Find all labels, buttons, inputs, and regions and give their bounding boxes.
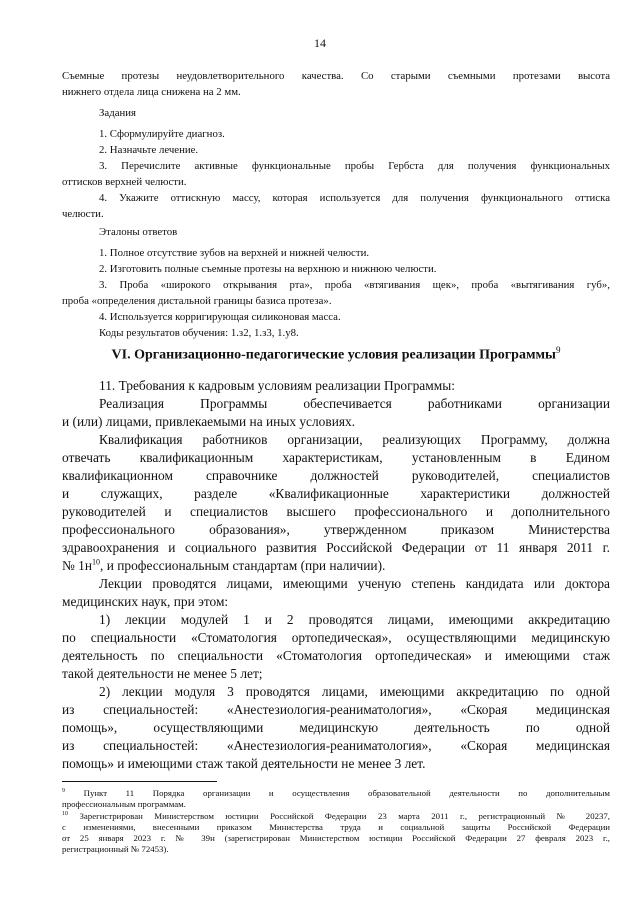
paragraph-item-2 [62, 683, 610, 773]
paragraph-lectures [62, 575, 610, 611]
task-item: 2. Назначьте лечение. [99, 144, 199, 156]
task-item: 3. Перечислите активные функциональные пробы Гербста для получения функциональных [99, 160, 610, 172]
footnote-line: профессиональным программам. [62, 799, 186, 809]
text-line: Съемные протезы неудовлетворительного качества. Со старыми съемными протезами высота [62, 70, 610, 82]
text-line: из специальностей: «Анестезиология-реаниматология», «Скорая медицинская [62, 738, 610, 753]
paragraph-item-1 [62, 611, 610, 683]
footnote-line: от 25 января 2023 г. № 39н (зарегистрирован Министерством юстиции Российской Федерации 27 февраля 2023 г., [62, 833, 610, 843]
footnote-marker: 9 [62, 788, 65, 795]
tasks-list [62, 126, 610, 222]
text-line: 2) лекции модуля 3 проводятся лицами, имеющими аккредитацию по одной [99, 684, 610, 699]
text-line: Квалификация работников организации, реализующих Программу, должна [99, 432, 610, 447]
footnote-text: Пункт 11 Порядка организации и осуществления образовательной деятельности по дополнительным [65, 788, 610, 798]
text-line: и (или) лицами, привлекаемыми на иных условиях. [62, 414, 356, 429]
text-line: отвечать квалификационным характеристикам, установленным в Едином [62, 450, 610, 465]
text-line [62, 557, 610, 575]
text-line: медицинских наук, при этом: [62, 594, 229, 609]
tasks-heading: Задания [99, 107, 137, 119]
text-line: профессионального образования», утвержденном приказом Министерства [62, 522, 610, 537]
footnote-separator [62, 781, 217, 782]
footnote-9 [62, 788, 610, 810]
footnote-ref: 10 [92, 557, 100, 567]
text-line: здравоохранения и социального развития Российской Федерации от 11 января 2011 г. [62, 540, 610, 555]
footnote-marker: 10 [62, 811, 68, 818]
paragraph-implementation [62, 395, 610, 431]
section-heading-text: VI. Организационно-педагогические условия реализации Программы [111, 347, 556, 363]
text-line: 1) лекции модулей 1 и 2 проводятся лицами, имеющими аккредитацию [99, 612, 610, 627]
text-line: Лекции проводятся лицами, имеющими ученую степень кандидата или доктора [99, 576, 610, 591]
answers-heading: Эталоны ответов [99, 226, 178, 238]
footnote-10 [62, 811, 610, 855]
answer-item: 1. Полное отсутствие зубов на верхней и нижней челюсти. [99, 247, 370, 259]
answers-list [62, 245, 610, 341]
footnote-line [62, 788, 610, 799]
text-line: по специальности «Стоматология ортопедическая», осуществляющими медицинскую [62, 630, 610, 645]
text-line: из специальностей: «Анестезиология-реаниматология», «Скорая медицинская [62, 702, 610, 717]
text-line: руководителей и специалистов высшего профессионального и дополнительного [62, 504, 610, 519]
text-line: помощь», осуществляющими медицинскую деятельность по одной [62, 720, 610, 735]
footnote-line [62, 811, 610, 822]
main-body [62, 377, 610, 773]
intro-paragraph [62, 68, 610, 100]
requirements-heading: 11. Требования к кадровым условиям реализации Программы: [99, 378, 455, 393]
paragraph-qualification [62, 431, 610, 575]
text-line: помощь» и имеющими стаж такой деятельности не менее 3 лет. [62, 756, 426, 771]
text-line: Реализация Программы обеспечивается работниками организации [99, 396, 610, 411]
task-item-cont: челюсти. [62, 208, 104, 220]
result-codes: Коды результатов обучения: 1.з2, 1.з3, 1.у8. [99, 327, 299, 339]
answer-item-cont: проба «определения дистальной границы базиса протеза». [62, 295, 332, 307]
task-item: 1. Сформулируйте диагноз. [99, 128, 225, 140]
footnote-text: Зарегистрирован Министерством юстиции Российской Федерации 23 марта 2011 г., регистрационный № 20237, [68, 811, 610, 821]
page-number: 14 [314, 36, 326, 50]
answer-item: 2. Изготовить полные съемные протезы на верхнюю и нижнюю челюсти. [99, 263, 437, 275]
text-fragment: , и профессиональным стандартам (при наличии). [100, 558, 386, 573]
task-item: 4. Укажите оттискную массу, которая используется для получения функционального оттиска [99, 192, 610, 204]
section-heading [62, 345, 610, 364]
text-line: нижнего отдела лица снижена на 2 мм. [62, 86, 241, 98]
task-item-cont: оттисков верхней челюсти. [62, 176, 187, 188]
text-line: деятельность по специальности «Стоматология ортопедическая» и имеющими стаж [62, 648, 610, 663]
answer-item: 3. Проба «широкого открывания рта», проба «втягивания щек», проба «вытягивания губ», [99, 279, 610, 291]
footnote-line: регистрационный № 72453). [62, 844, 169, 854]
text-line: квалификационном справочнике должностей руководителей, специалистов [62, 468, 610, 483]
text-line: такой деятельности не менее 5 лет; [62, 666, 263, 681]
footnote-ref: 9 [555, 345, 561, 355]
text-line: и служащих, разделе «Квалификационные характеристики должностей [62, 486, 610, 501]
answer-item: 4. Используется корригирующая силиконовая масса. [99, 311, 341, 323]
text-fragment: № 1н [62, 558, 92, 573]
footnote-line: с изменениями, внесенными приказом Министерства труда и социальной защиты Российской Федерации [62, 822, 610, 832]
